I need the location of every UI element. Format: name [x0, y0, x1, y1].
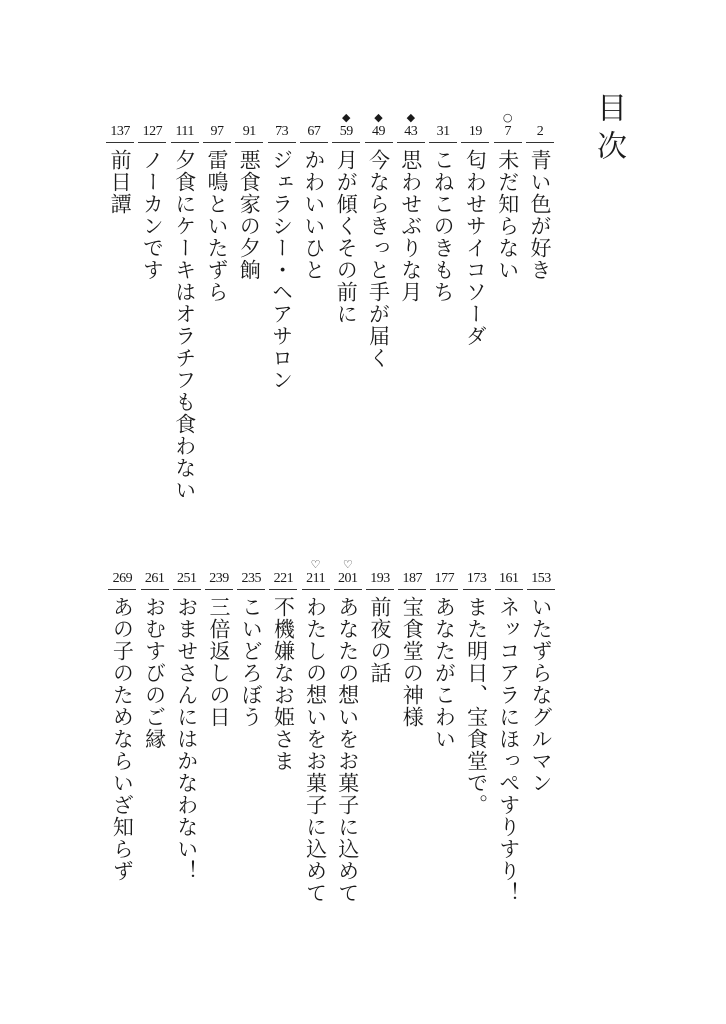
entry-title: こいどろぼう	[239, 596, 264, 728]
toc-entry	[106, 124, 134, 215]
page-number: 161	[495, 571, 523, 590]
page-number: 2	[526, 124, 554, 143]
entry-title: あの子のためならいざ知らず	[110, 596, 135, 882]
entry-title: 夕食にケーキはオラチフも食わない	[172, 149, 197, 501]
page-number: 111	[171, 124, 199, 143]
page-number: 19	[461, 124, 489, 143]
page-number: 251	[173, 571, 201, 590]
page-number: 187	[398, 571, 426, 590]
entry-title: 雷鳴といたずら	[205, 149, 229, 303]
toc-entry	[527, 571, 555, 794]
entry-marker: ○	[502, 111, 513, 124]
entry-title: 三倍返しの日	[207, 596, 231, 728]
toc-entry	[173, 571, 201, 882]
entry-title: 今ならきっと手が届く	[366, 149, 391, 369]
entry-title: 不機嫌なお姫さま	[271, 596, 296, 772]
toc-entry	[398, 571, 426, 728]
entry-title: ノーカンです	[140, 149, 165, 281]
toc-entry	[138, 124, 166, 281]
entry-title: また明日、宝食堂で。	[464, 596, 489, 816]
toc-entry	[237, 571, 265, 728]
toc-entry	[235, 124, 263, 281]
page-number: 59	[332, 124, 360, 143]
entry-title: あなたの想いをお菓子に込めて	[335, 596, 360, 904]
toc-entry	[269, 571, 297, 772]
entry-marker: ◆	[341, 111, 351, 124]
entry-title: わたしの想いをお菓子に込めて	[303, 596, 328, 904]
toc-entry	[366, 571, 394, 684]
toc-entry	[463, 571, 491, 816]
toc-entry	[334, 558, 362, 904]
page-number: 91	[235, 124, 263, 143]
toc-entry	[494, 111, 522, 281]
entry-title: 月が傾くその前に	[334, 149, 359, 325]
page-number: 261	[141, 571, 169, 590]
entry-title: 未だ知らない	[495, 149, 520, 281]
entry-title: 思わせぶりな月	[398, 149, 423, 303]
page-number: 97	[203, 124, 231, 143]
page-number: 173	[463, 571, 491, 590]
entry-title: あなたがこわい	[432, 596, 457, 750]
page-number: 73	[268, 124, 296, 143]
entry-title: 悪食家の夕餉	[237, 149, 262, 281]
entry-marker: ◆	[374, 111, 383, 124]
toc-entry	[302, 558, 330, 904]
entry-marker: ♡	[342, 558, 353, 571]
page-number: 235	[237, 571, 265, 590]
toc-entry	[203, 124, 231, 303]
page-number: 269	[108, 571, 136, 590]
toc-entry	[171, 124, 199, 501]
entry-title: 宝食堂の神様	[400, 596, 425, 728]
toc-entry	[205, 571, 233, 728]
entry-title: いたずらなグルマン	[529, 596, 553, 794]
page-number: 153	[527, 571, 555, 590]
entry-title: ネッコアラにほっぺすりすり！	[496, 596, 521, 904]
toc-entry	[526, 124, 554, 281]
toc-entry	[268, 124, 296, 391]
entry-title: かわいいひと	[301, 149, 326, 281]
toc-entry	[495, 571, 523, 904]
page-number: 137	[106, 124, 134, 143]
entry-title: 青い色が好き	[528, 149, 552, 281]
entry-title: 匂わせサイコソーダ	[463, 149, 488, 347]
page-number: 211	[302, 571, 330, 590]
entry-title: こねこのきもち	[431, 149, 456, 303]
toc-entry	[430, 571, 458, 750]
toc-entry	[461, 124, 489, 347]
page-number: 201	[334, 571, 362, 590]
page-number: 7	[494, 124, 522, 143]
entry-title: 前夜の話	[368, 596, 392, 684]
entry-title: ジェラシー・ヘアサロン	[269, 149, 294, 391]
page-number: 67	[300, 124, 328, 143]
page-number: 43	[397, 124, 425, 143]
page-number: 31	[429, 124, 457, 143]
toc-entry	[332, 111, 360, 325]
entry-title: おませさんにはかなわない！	[174, 596, 199, 882]
page-number: 177	[430, 571, 458, 590]
entry-title: おむすびのご縁	[142, 596, 167, 750]
toc-entry	[108, 571, 136, 882]
page-number: 221	[269, 571, 297, 590]
page-number: 239	[205, 571, 233, 590]
toc-entry	[429, 124, 457, 303]
toc-entry	[300, 124, 328, 281]
page-number: 193	[366, 571, 394, 590]
entry-marker: ♡	[310, 558, 321, 571]
toc-entry	[141, 571, 169, 750]
entry-title: 前日譚	[108, 149, 133, 215]
toc-entry	[397, 111, 425, 303]
entry-marker: ◆	[406, 111, 416, 124]
page-title: 目次	[591, 92, 626, 168]
page-number: 127	[138, 124, 166, 143]
toc-entry	[365, 111, 393, 369]
page-number: 49	[365, 124, 393, 143]
